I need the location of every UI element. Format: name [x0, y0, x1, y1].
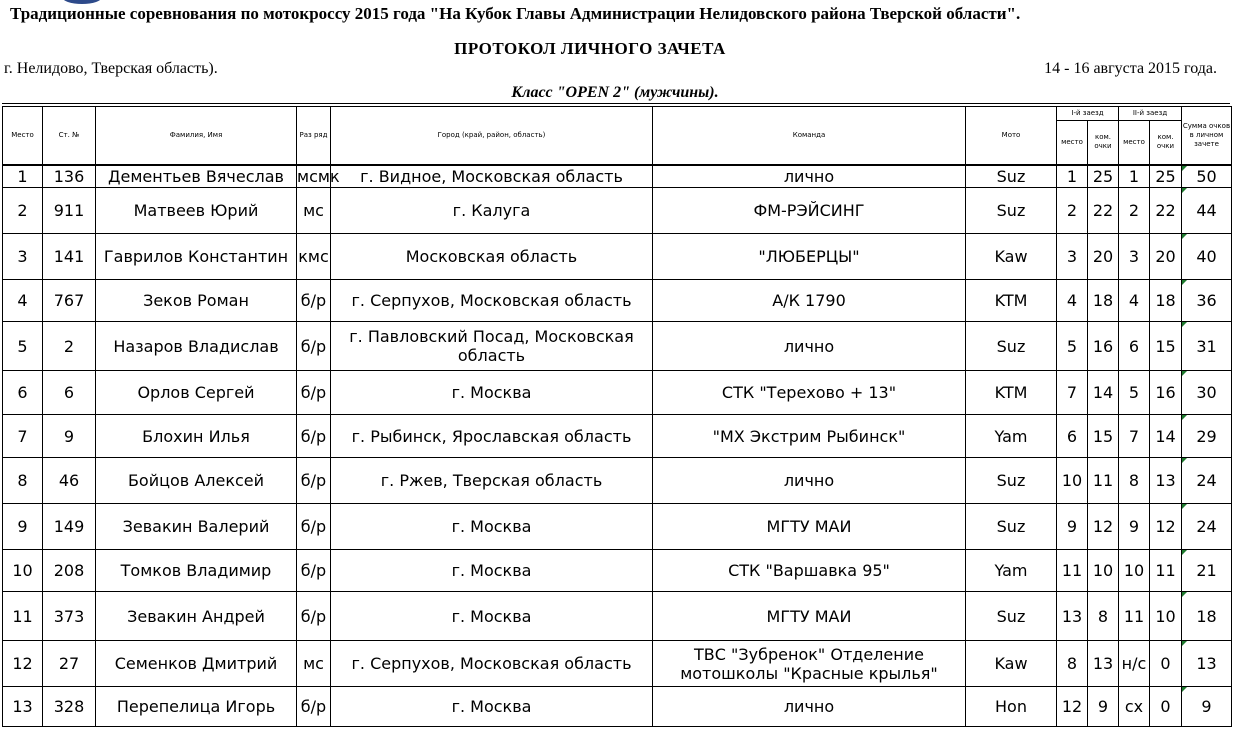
cell-city: г. Москва	[331, 371, 653, 415]
sum-value: 31	[1196, 336, 1217, 356]
cell-rank: мсмк	[297, 165, 331, 188]
cell-heat1-points: 25	[1088, 165, 1119, 188]
table-row	[3, 371, 1232, 415]
sum-value: 50	[1196, 166, 1217, 186]
cell-heat2-place: 7	[1119, 415, 1150, 458]
cell-heat2-place: 11	[1119, 592, 1150, 641]
cell-place: 5	[3, 322, 43, 371]
cell-team: СТК "Варшавка 95"	[653, 550, 966, 592]
cell-heat1-place: 6	[1057, 415, 1088, 458]
protocol-title: ПРОТОКОЛ ЛИЧНОГО ЗАЧЕТА	[454, 39, 726, 58]
cell-sum	[1182, 234, 1232, 280]
cell-start-no: 149	[43, 504, 96, 550]
comment-marker-icon	[1182, 592, 1187, 597]
cell-place: 6	[3, 371, 43, 415]
comment-marker-icon	[1182, 234, 1187, 239]
cell-heat1-place: 2	[1057, 188, 1088, 234]
cell-heat2-points: 13	[1150, 458, 1182, 504]
cell-place: 12	[3, 641, 43, 687]
cell-heat2-points: 0	[1150, 641, 1182, 687]
cell-team: "MX Экстрим Рыбинск"	[653, 415, 966, 458]
cell-rank: б/р	[297, 280, 331, 322]
competition-title: Традиционные соревнования по мотокроссу 2015 года "На Кубок Главы Администрации Нелидовского района Тверской области".	[10, 4, 1021, 23]
comment-marker-icon	[1182, 415, 1187, 420]
cell-sum	[1182, 188, 1232, 234]
cell-place: 8	[3, 458, 43, 504]
cell-city: г. Ржев, Тверская область	[331, 458, 653, 504]
cell-name: Семенков Дмитрий	[96, 641, 297, 687]
cell-name: Гаврилов Константин	[96, 234, 297, 280]
cell-heat2-points: 10	[1150, 592, 1182, 641]
cell-heat1-points: 8	[1088, 592, 1119, 641]
cell-start-no: 27	[43, 641, 96, 687]
sum-value: 21	[1196, 561, 1217, 580]
table-row	[3, 415, 1232, 458]
cell-heat2-place: 6	[1119, 322, 1150, 371]
col-header-name: Фамилия, Имя	[96, 107, 297, 165]
cell-city: г. Павловский Посад, Московская область	[331, 322, 653, 371]
cell-heat2-place: 9	[1119, 504, 1150, 550]
comment-marker-icon	[1182, 166, 1187, 171]
cell-rank: б/р	[297, 550, 331, 592]
sum-value: 36	[1196, 291, 1217, 310]
cell-moto: Hon	[966, 687, 1057, 727]
cell-heat2-points: 0	[1150, 687, 1182, 727]
cell-place: 11	[3, 592, 43, 641]
cell-heat2-place: 5	[1119, 371, 1150, 415]
cell-moto: KTM	[966, 280, 1057, 322]
cell-heat1-place: 11	[1057, 550, 1088, 592]
cell-heat2-points: 22	[1150, 188, 1182, 234]
table-row	[3, 641, 1232, 687]
cell-place: 1	[3, 165, 43, 188]
cell-city: г. Рыбинск, Ярославская область	[331, 415, 653, 458]
cell-start-no: 767	[43, 280, 96, 322]
col-header-rank: Раз ряд	[297, 107, 331, 165]
cell-heat1-place: 12	[1057, 687, 1088, 727]
cell-heat1-place: 1	[1057, 165, 1088, 188]
comment-marker-icon	[1182, 371, 1187, 376]
comment-marker-icon	[1182, 641, 1187, 646]
cell-heat1-place: 10	[1057, 458, 1088, 504]
table-row	[3, 322, 1232, 371]
cell-team: лично	[653, 687, 966, 727]
cell-sum	[1182, 504, 1232, 550]
cell-moto: Kaw	[966, 641, 1057, 687]
cell-sum	[1182, 322, 1232, 371]
cell-heat1-points: 18	[1088, 280, 1119, 322]
cell-sum	[1182, 458, 1232, 504]
cell-start-no: 911	[43, 188, 96, 234]
cell-heat2-points: 20	[1150, 234, 1182, 280]
cell-start-no: 141	[43, 234, 96, 280]
cell-heat2-place: 4	[1119, 280, 1150, 322]
cell-heat1-place: 7	[1057, 371, 1088, 415]
cell-place: 10	[3, 550, 43, 592]
cell-rank: б/р	[297, 371, 331, 415]
sum-value: 44	[1196, 201, 1217, 220]
cell-rank: б/р	[297, 504, 331, 550]
cell-moto: Yam	[966, 415, 1057, 458]
sum-value: 18	[1196, 606, 1217, 626]
comment-marker-icon	[1182, 280, 1187, 285]
cell-moto: Suz	[966, 165, 1057, 188]
sum-value: 9	[1201, 697, 1212, 716]
cell-heat1-place: 5	[1057, 322, 1088, 371]
results-table	[2, 106, 1232, 727]
cell-heat1-points: 20	[1088, 234, 1119, 280]
cell-heat2-points: 14	[1150, 415, 1182, 458]
cell-heat1-points: 14	[1088, 371, 1119, 415]
cell-moto: Kaw	[966, 234, 1057, 280]
cell-place: 7	[3, 415, 43, 458]
cell-heat2-points: 15	[1150, 322, 1182, 371]
cell-place: 2	[3, 188, 43, 234]
cell-place: 9	[3, 504, 43, 550]
col-header-start-no: Ст. №	[43, 107, 96, 165]
cell-city: г. Серпухов, Московская область	[331, 641, 653, 687]
cell-city: г. Москва	[331, 504, 653, 550]
comment-marker-icon	[1182, 504, 1187, 509]
cell-heat2-place: 10	[1119, 550, 1150, 592]
cell-team: А/К 1790	[653, 280, 966, 322]
cell-sum	[1182, 280, 1232, 322]
cell-moto: Suz	[966, 188, 1057, 234]
cell-name: Томков Владимир	[96, 550, 297, 592]
col-header-heat1-points: ком. очки	[1088, 121, 1119, 165]
sum-value: 24	[1196, 517, 1217, 536]
cell-sum	[1182, 641, 1232, 687]
cell-heat2-place: н/с	[1119, 641, 1150, 687]
cell-team: ФМ-РЭЙСИНГ	[653, 188, 966, 234]
cell-heat2-points: 11	[1150, 550, 1182, 592]
cell-start-no: 328	[43, 687, 96, 727]
cell-heat2-points: 16	[1150, 371, 1182, 415]
cell-heat2-place: 2	[1119, 188, 1150, 234]
col-header-team: Команда	[653, 107, 966, 165]
cell-sum	[1182, 550, 1232, 592]
cell-heat2-place: сх	[1119, 687, 1150, 727]
cell-heat2-place: 3	[1119, 234, 1150, 280]
table-row	[3, 234, 1232, 280]
sum-value: 29	[1196, 426, 1217, 446]
comment-marker-icon	[1182, 550, 1187, 555]
cell-rank: б/р	[297, 592, 331, 641]
cell-heat2-points: 18	[1150, 280, 1182, 322]
cell-name: Матвеев Юрий	[96, 188, 297, 234]
table-row	[3, 550, 1232, 592]
comment-marker-icon	[1182, 458, 1187, 463]
cell-heat1-place: 8	[1057, 641, 1088, 687]
cell-sum	[1182, 165, 1232, 188]
cell-name: Дементьев Вячеслав	[96, 165, 297, 188]
cell-team: МГТУ МАИ	[653, 504, 966, 550]
cell-rank: б/р	[297, 458, 331, 504]
cell-heat2-place: 1	[1119, 165, 1150, 188]
cell-city: г. Серпухов, Московская область	[331, 280, 653, 322]
cell-heat1-points: 15	[1088, 415, 1119, 458]
header-divider	[2, 103, 1230, 104]
col-header-place: Место	[3, 107, 43, 165]
cell-rank: б/р	[297, 687, 331, 727]
cell-team: ТВС "Зубренок" Отделение мотошколы "Красные крылья"	[653, 641, 966, 687]
cell-city: г. Москва	[331, 687, 653, 727]
cell-sum	[1182, 592, 1232, 641]
cell-team: лично	[653, 458, 966, 504]
table-row	[3, 165, 1232, 188]
cell-start-no: 373	[43, 592, 96, 641]
comment-marker-icon	[1182, 687, 1187, 692]
cell-start-no: 2	[43, 322, 96, 371]
table-row	[3, 188, 1232, 234]
cell-city: г. Москва	[331, 550, 653, 592]
col-header-heat2: II-й заезд	[1119, 107, 1182, 121]
cell-name: Назаров Владислав	[96, 322, 297, 371]
cell-rank: мс	[297, 641, 331, 687]
cell-team: МГТУ МАИ	[653, 592, 966, 641]
table-row	[3, 687, 1232, 727]
cell-start-no: 136	[43, 165, 96, 188]
cell-team: "ЛЮБЕРЦЫ"	[653, 234, 966, 280]
col-header-heat1: I-й заезд	[1057, 107, 1119, 121]
cell-heat1-points: 16	[1088, 322, 1119, 371]
comment-marker-icon	[1182, 322, 1187, 327]
cell-rank: кмс	[297, 234, 331, 280]
cell-moto: Suz	[966, 322, 1057, 371]
col-header-heat2-place: место	[1119, 121, 1150, 165]
cell-heat1-points: 22	[1088, 188, 1119, 234]
cell-heat1-place: 13	[1057, 592, 1088, 641]
cell-heat2-place: 8	[1119, 458, 1150, 504]
cell-start-no: 6	[43, 371, 96, 415]
cell-heat2-points: 12	[1150, 504, 1182, 550]
cell-city: г. Москва	[331, 592, 653, 641]
cell-city: г. Видное, Московская область	[331, 165, 653, 188]
cell-moto: Suz	[966, 458, 1057, 504]
cell-rank: мс	[297, 188, 331, 234]
cell-moto: KTM	[966, 371, 1057, 415]
cell-heat2-points: 25	[1150, 165, 1182, 188]
cell-city: г. Калуга	[331, 188, 653, 234]
col-header-heat2-points: ком. очки	[1150, 121, 1182, 165]
cell-city: Московская область	[331, 234, 653, 280]
class-title: Класс "OPEN 2" (мужчины).	[511, 84, 719, 101]
cell-heat1-points: 13	[1088, 641, 1119, 687]
cell-start-no: 9	[43, 415, 96, 458]
results-body	[3, 165, 1232, 727]
cell-rank: б/р	[297, 415, 331, 458]
cell-heat1-place: 3	[1057, 234, 1088, 280]
sum-value: 24	[1196, 471, 1217, 490]
cell-name: Перепелица Игорь	[96, 687, 297, 727]
sum-value: 40	[1196, 247, 1217, 266]
cell-name: Бойцов Алексей	[96, 458, 297, 504]
col-header-sum: Сумма очков в личном зачете	[1182, 107, 1232, 165]
cell-team: СТК "Терехово + 13"	[653, 371, 966, 415]
cell-place: 3	[3, 234, 43, 280]
sum-value: 30	[1196, 383, 1217, 402]
cell-heat1-points: 10	[1088, 550, 1119, 592]
cell-heat1-place: 4	[1057, 280, 1088, 322]
cell-moto: Suz	[966, 504, 1057, 550]
col-header-heat1-place: место	[1057, 121, 1088, 165]
col-header-city: Город (край, район, область)	[331, 107, 653, 165]
table-row	[3, 592, 1232, 641]
cell-sum	[1182, 415, 1232, 458]
cell-name: Зевакин Андрей	[96, 592, 297, 641]
cell-name: Орлов Сергей	[96, 371, 297, 415]
cell-name: Блохин Илья	[96, 415, 297, 458]
cell-sum	[1182, 371, 1232, 415]
table-row	[3, 504, 1232, 550]
cell-heat1-points: 12	[1088, 504, 1119, 550]
cell-start-no: 46	[43, 458, 96, 504]
col-header-moto: Мото	[966, 107, 1057, 165]
cell-heat1-points: 11	[1088, 458, 1119, 504]
table-row	[3, 280, 1232, 322]
cell-heat1-place: 9	[1057, 504, 1088, 550]
cell-start-no: 208	[43, 550, 96, 592]
cell-moto: Suz	[966, 592, 1057, 641]
sum-value: 13	[1196, 654, 1217, 673]
cell-rank: б/р	[297, 322, 331, 371]
cell-heat1-points: 9	[1088, 687, 1119, 727]
comment-marker-icon	[1182, 188, 1187, 193]
cell-place: 4	[3, 280, 43, 322]
cell-place: 13	[3, 687, 43, 727]
cell-moto: Yam	[966, 550, 1057, 592]
table-row	[3, 458, 1232, 504]
event-dates: 14 - 16 августа 2015 года.	[1044, 60, 1217, 77]
cell-name: Зевакин Валерий	[96, 504, 297, 550]
cell-sum	[1182, 687, 1232, 727]
cell-name: Зеков Роман	[96, 280, 297, 322]
cell-team: лично	[653, 322, 966, 371]
cell-team: лично	[653, 165, 966, 188]
event-place: г. Нелидово, Тверская область).	[4, 60, 218, 77]
